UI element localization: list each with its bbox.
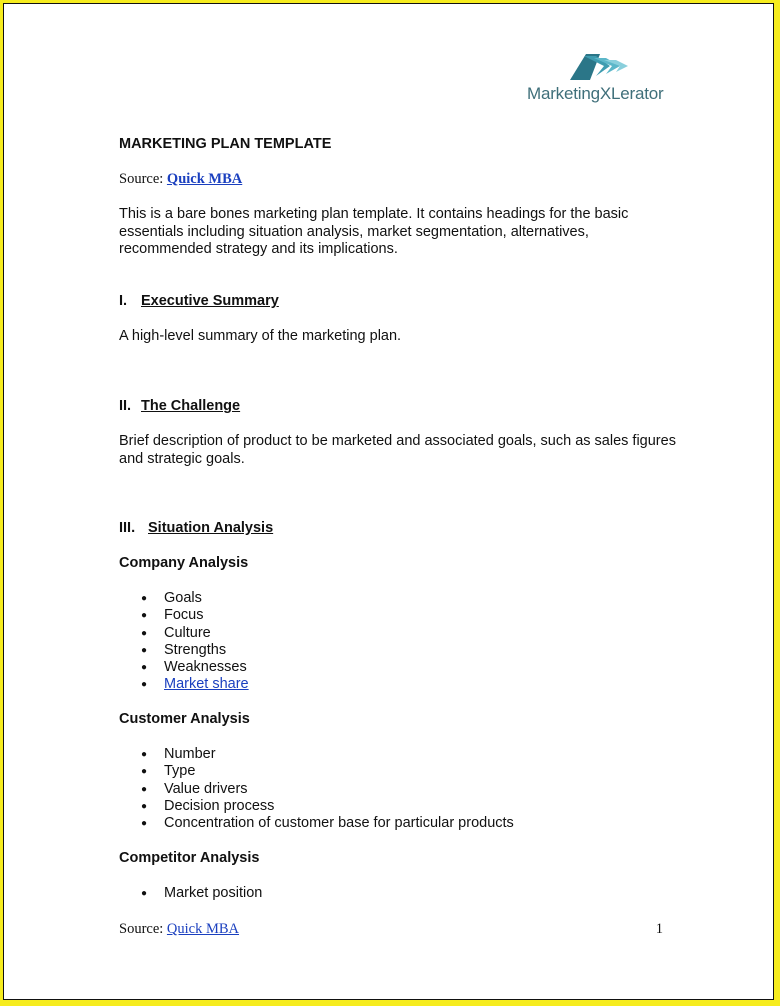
list-item: ● Value drivers xyxy=(141,780,248,797)
list-item: ● Goals xyxy=(141,590,202,606)
list-item: ● Number xyxy=(141,746,216,762)
section-heading-the-challenge xyxy=(119,398,240,414)
competitor-analysis-heading: Competitor Analysis xyxy=(119,850,260,866)
list-item: ● Decision process xyxy=(141,797,275,814)
the-challenge-body: Brief description of product to be marketed and associated goals, such as sales figures and strategic goals. xyxy=(119,433,676,467)
bullet-icon: ● xyxy=(141,888,148,899)
source-label: Source: xyxy=(119,171,164,187)
section-number: III. xyxy=(119,520,136,536)
list-item: ● Market position xyxy=(141,885,263,901)
bullet-icon: ● xyxy=(141,644,148,656)
section-heading-situation-analysis xyxy=(119,520,273,536)
page-title: MARKETING PLAN TEMPLATE xyxy=(119,136,332,152)
bullet-icon: ● xyxy=(141,766,148,778)
customer-analysis-list xyxy=(119,746,514,832)
section-title: Executive Summary xyxy=(141,293,279,309)
company-analysis-heading: Company Analysis xyxy=(119,555,249,571)
customer-analysis-heading: Customer Analysis xyxy=(119,711,250,727)
bullet-icon: ● xyxy=(141,662,148,674)
section-number: I. xyxy=(119,293,128,309)
logo-text: MarketingXLerator xyxy=(527,84,664,103)
bullet-icon: ● xyxy=(141,610,148,622)
list-item: ● Culture xyxy=(141,624,211,641)
executive-summary-body: A high-level summary of the marketing plan. xyxy=(119,328,402,344)
section-title: Situation Analysis xyxy=(148,520,274,536)
footer-source-link[interactable]: Quick MBA xyxy=(166,921,240,937)
competitor-analysis-list xyxy=(119,885,262,902)
list-item: ● Strengths xyxy=(141,641,227,658)
company-analysis-list xyxy=(119,590,249,694)
footer-source-label: Source: xyxy=(119,921,164,937)
source-line xyxy=(119,171,242,188)
bullet-icon: ● xyxy=(141,627,148,639)
bullet-icon: ● xyxy=(141,800,148,812)
page-footer xyxy=(119,921,663,938)
list-item: ● Weaknesses xyxy=(141,659,247,676)
logo-arrows-icon xyxy=(570,52,634,82)
bullet-icon: ● xyxy=(141,749,148,760)
list-item: ● Concentration of customer base for particular products xyxy=(141,815,514,832)
list-item xyxy=(119,676,249,693)
section-number: II. xyxy=(119,398,132,414)
intro-paragraph: This is a bare bones marketing plan template. It contains headings for the basic essentials including situation analysis, market segmentation, alternatives, recommended strategy and its implications. xyxy=(119,206,629,257)
section-heading-executive-summary xyxy=(119,293,279,309)
marketingxlerator-logo xyxy=(526,50,682,110)
section-title: The Challenge xyxy=(141,398,241,414)
market-share-link[interactable]: Market share xyxy=(164,676,249,693)
document-page xyxy=(3,3,774,1000)
page-number: 1 xyxy=(655,921,663,937)
list-item: ● Focus xyxy=(141,607,204,624)
bullet-icon: ● xyxy=(141,593,148,604)
bullet-icon: ● xyxy=(141,783,148,795)
source-link[interactable]: Quick MBA xyxy=(166,171,243,187)
bullet-icon: ● xyxy=(141,679,148,691)
bullet-icon: ● xyxy=(141,818,148,830)
list-item: ● Type xyxy=(141,763,196,780)
